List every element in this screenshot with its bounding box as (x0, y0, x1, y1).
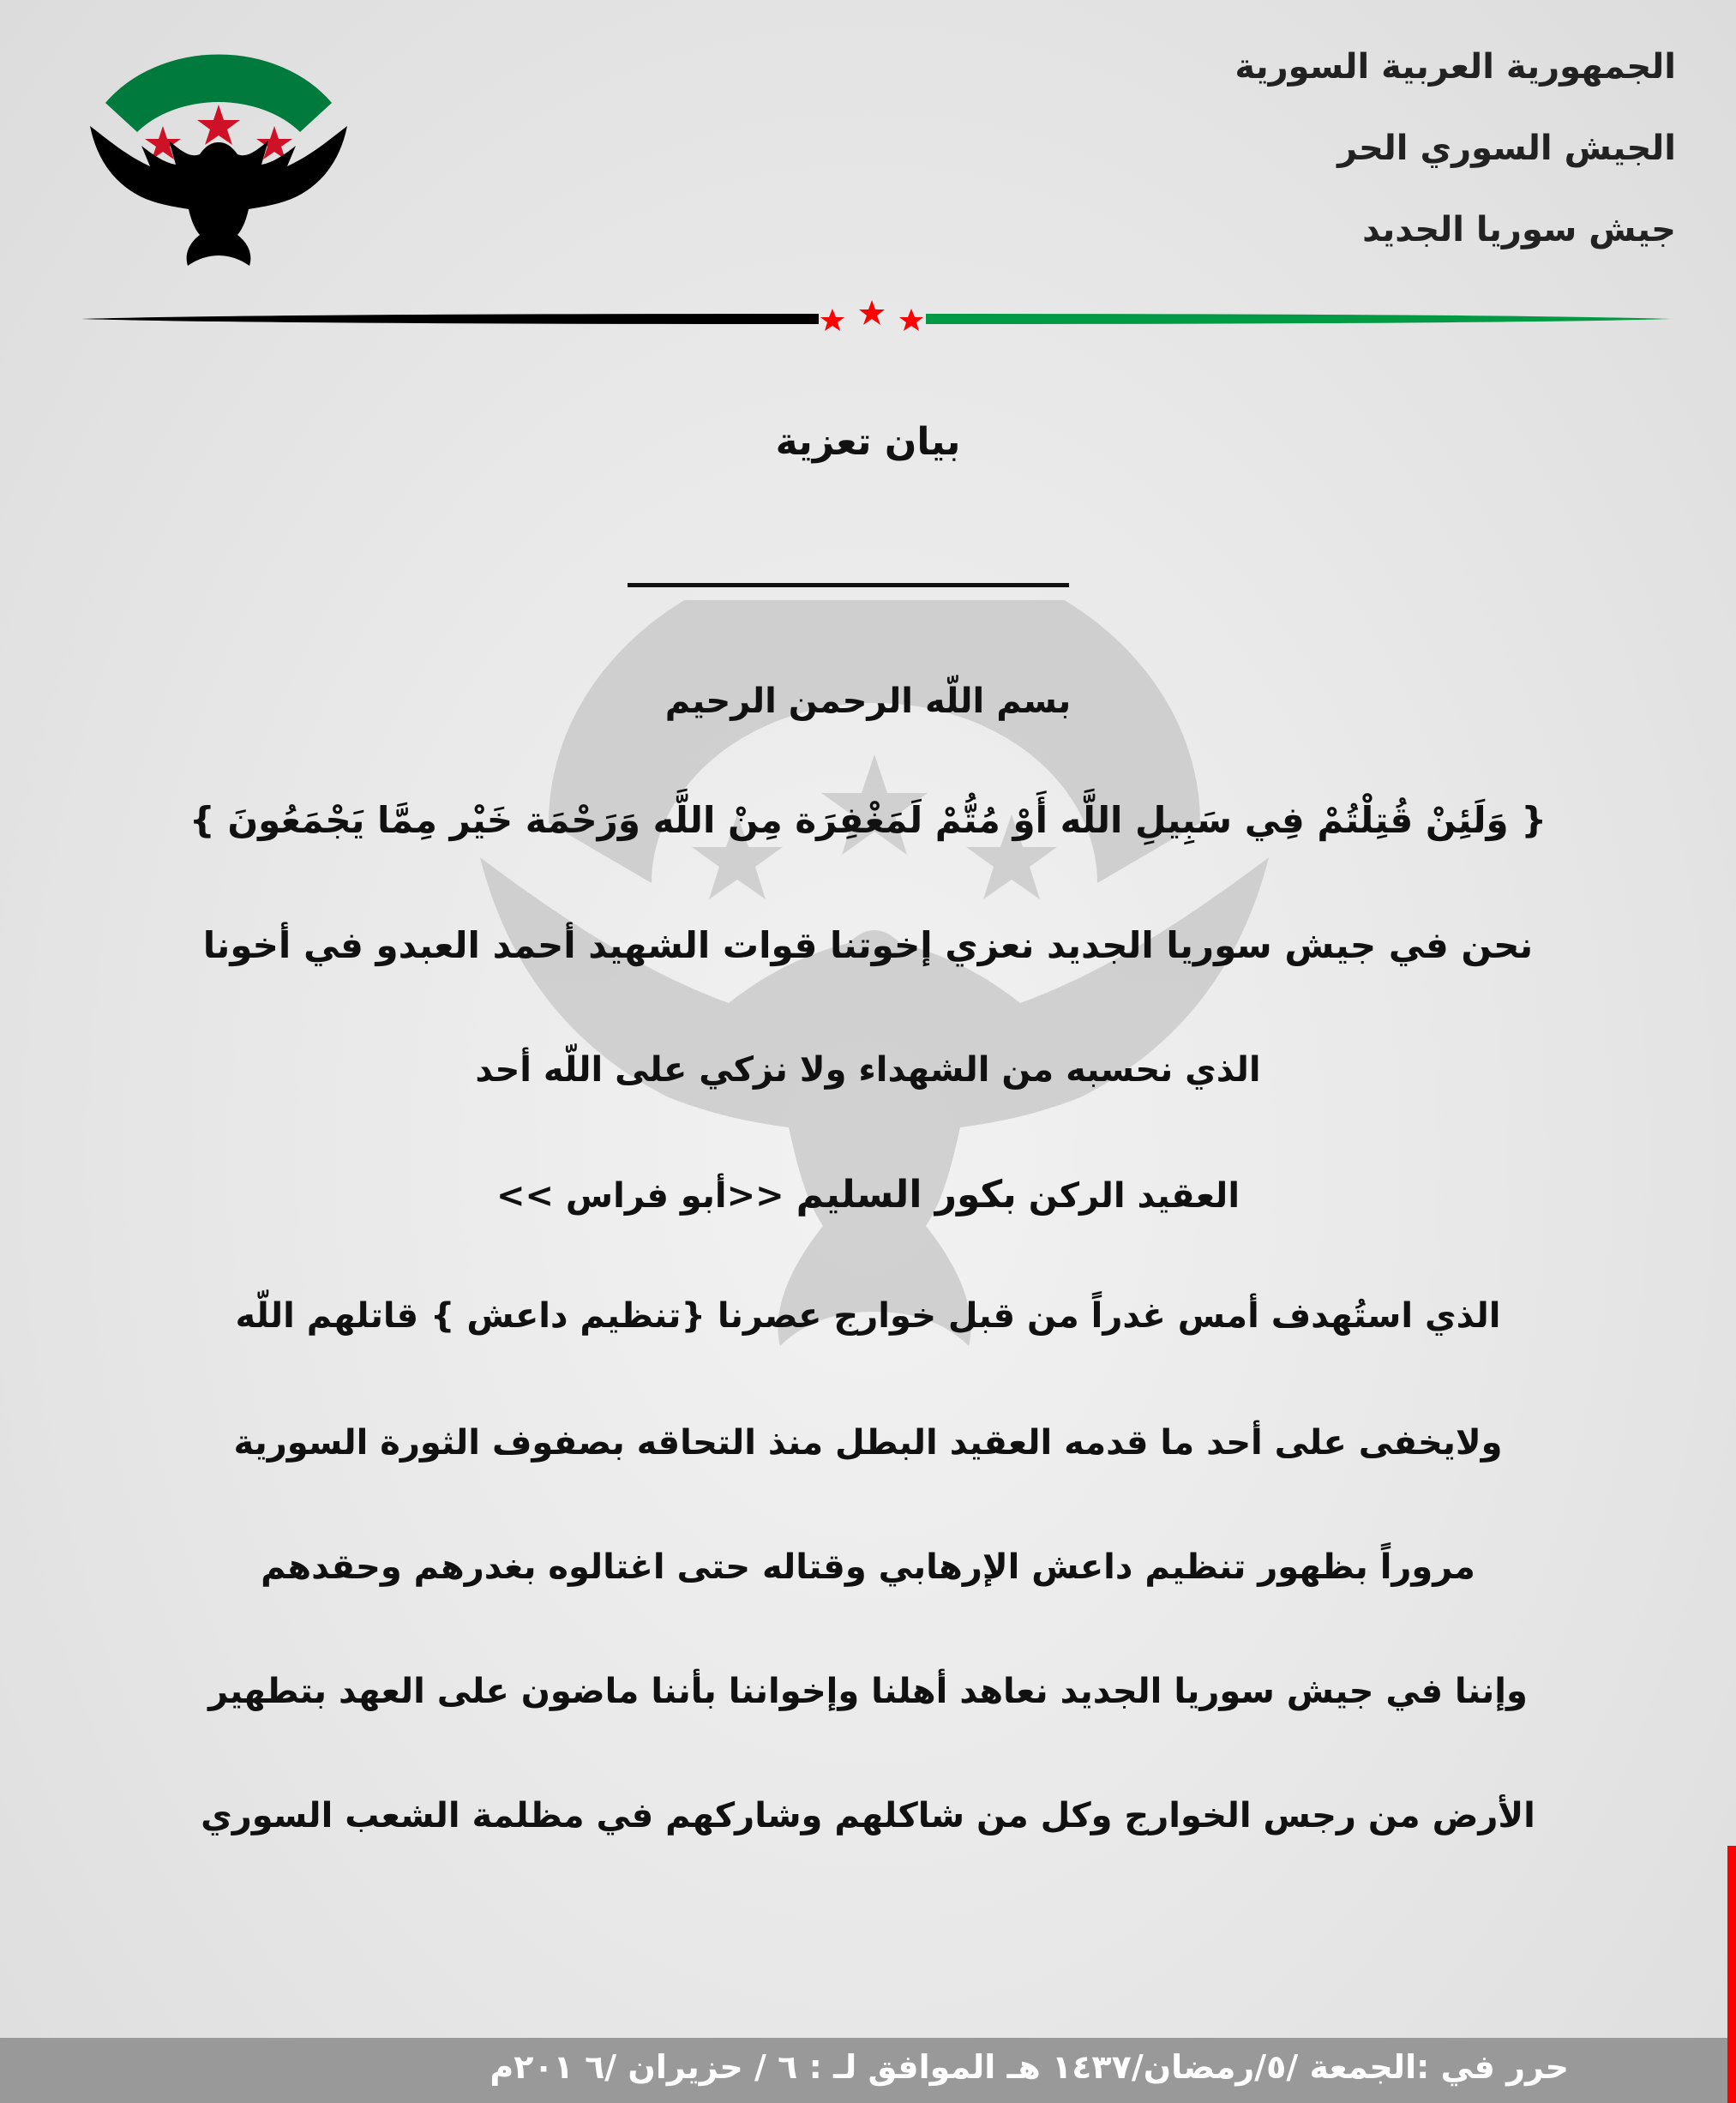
basmala: بسم اللّه الرحمن الرحيم (664, 682, 1072, 721)
eagle-flag-emblem-icon (90, 45, 347, 269)
red-accent-bar (1727, 1846, 1736, 2103)
body-line: نحن في جيش سوريا الجديد نعزي إخوتنا قوات الشهيد أحمد العبدو في أخونا (202, 924, 1534, 966)
footer-date: حرر في :الجمعة /٥/رمضان/١٤٣٧ هـ الموافق لـ : ٦ / حزيران /٦ ٢٠١م (490, 2048, 1569, 2086)
title-underline (628, 583, 1069, 587)
body-line: الذي نحسبه من الشهداء ولا نزكي على اللّه أحد (475, 1050, 1261, 1090)
body-line: مروراً بظهور تنظيم داعش الإرهابي وقتاله حتى اغتالوه بغدرهم وحقدهم (261, 1547, 1475, 1587)
header-divider (81, 300, 1672, 334)
header-army: الجيش السوري الحر (1337, 129, 1676, 168)
body-line: الذي استُهدف أمس غدراً من قبل خوارج عصرنا {تنظيم داعش } قاتلهم اللّه (235, 1296, 1501, 1336)
footer-bar (0, 2038, 1736, 2103)
header-faction: جيش سوريا الجديد (1362, 210, 1676, 249)
colonel-rank: العقيد الركن (1028, 1176, 1240, 1216)
colonel-nickname: <<أبو فراس >> (496, 1176, 784, 1216)
quran-verse: { وَلَئِنْ قُتِلْتُمْ فِي سَبِيلِ اللَّه أَوْ مُتُّمْ لَمَغْفِرَة مِنْ اللَّه وَرَحْمَة خَيْر مِمَّا يَجْمَعُونَ } (189, 799, 1547, 841)
body-line: الأرض من رجس الخوارج وكل من شاكلهم وشاركهم في مظلمة الشعب السوري (201, 1796, 1535, 1836)
body-line: ولايخفى على أحد ما قدمه العقيد البطل منذ التحاقه بصفوف الثورة السورية (233, 1423, 1503, 1463)
body-line: وإننا في جيش سوريا الجديد نعاهد أهلنا وإخواننا بأننا ماضون على العهد بتطهير (208, 1672, 1528, 1711)
colonel-name: بكور السليم (796, 1173, 1017, 1217)
document-title: بيان تعزية (775, 420, 961, 464)
header-country: الجمهورية العربية السورية (1234, 47, 1676, 87)
three-stars-icon (820, 300, 923, 331)
colonel-line (0, 1173, 1736, 1217)
